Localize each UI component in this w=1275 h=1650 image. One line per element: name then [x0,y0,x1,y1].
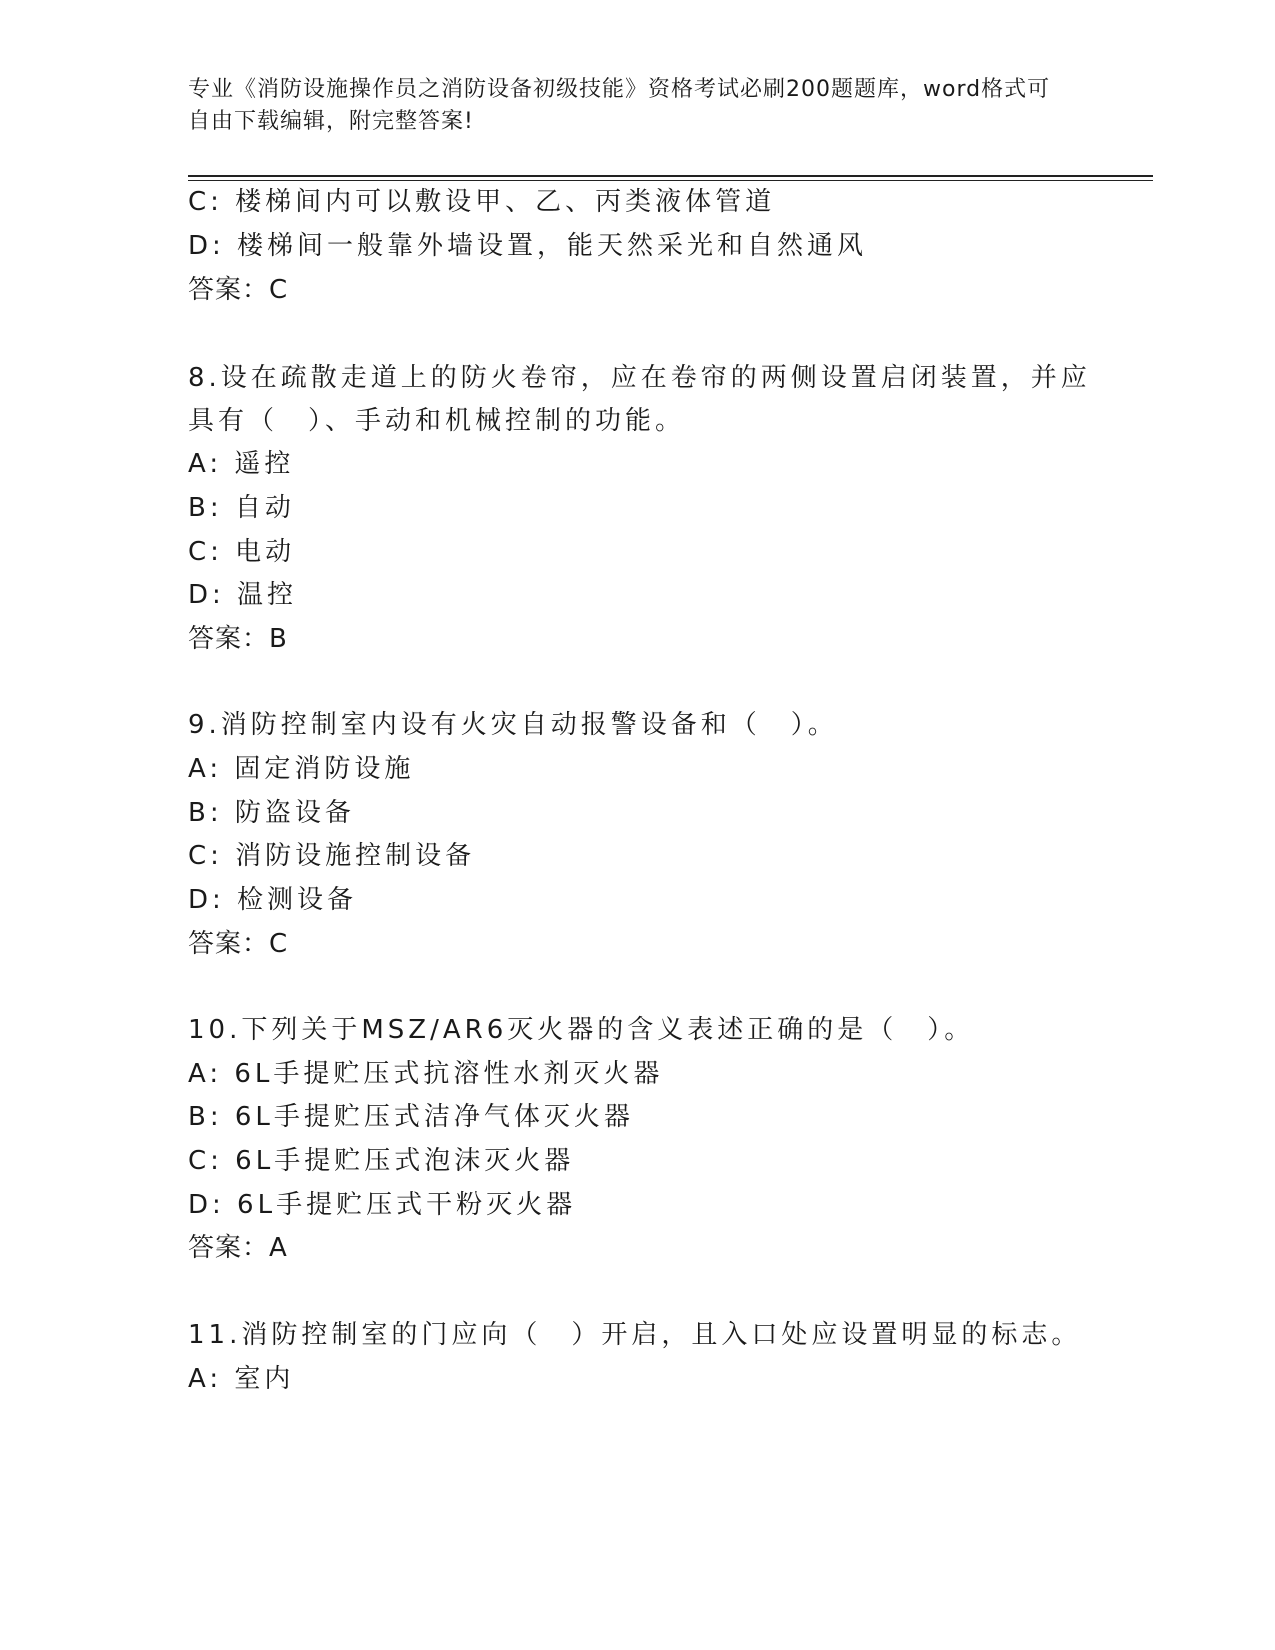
q8-option-a: A: 遥控 [188,449,295,479]
q11-stem: 11.消防控制室的门应向（ ）开启，且入口处应设置明显的标志。 [188,1320,1082,1350]
q10-stem: 10.下列关于MSZ/AR6灭火器的含义表述正确的是（ ）。 [188,1015,975,1045]
q9-answer: 答案：C [188,929,289,959]
prev-option-d: D: 楼梯间一般靠外墙设置，能天然采光和自然通风 [188,231,868,261]
q9-stem: 9.消防控制室内设有火灾自动报警设备和（ ）。 [188,710,838,740]
prev-answer: 答案：C [188,275,289,305]
prev-option-c: C: 楼梯间内可以敷设甲、乙、丙类液体管道 [188,187,776,217]
q9-option-c: C: 消防设施控制设备 [188,841,476,871]
header-rule-thick [188,175,1153,177]
q8-stem-line1: 8.设在疏散走道上的防火卷帘，应在卷帘的两侧设置启闭装置，并应 [188,363,1091,393]
q8-option-c: C: 电动 [188,537,296,567]
q9-option-d: D: 检测设备 [188,885,358,915]
q10-option-b: B: 6L手提贮压式洁净气体灭火器 [188,1102,634,1132]
q8-answer: 答案：B [188,624,288,654]
q11-option-a: A: 室内 [188,1364,295,1394]
document-header: 专业《消防设施操作员之消防设备初级技能》资格考试必刷200题题库，word格式可自由下载编辑，附完整答案! [188,77,1051,134]
q9-option-a: A: 固定消防设施 [188,754,415,784]
q8-option-b: B: 自动 [188,493,295,523]
q10-option-d: D: 6L手提贮压式干粉灭火器 [188,1190,577,1220]
q10-option-a: A: 6L手提贮压式抗溶性水剂灭火器 [188,1059,664,1089]
q9-option-b: B: 防盗设备 [188,798,355,828]
header-rule-thin [188,180,1153,181]
q8-option-d: D: 温控 [188,580,298,610]
q10-answer: 答案：A [188,1233,288,1263]
q10-option-c: C: 6L手提贮压式泡沫灭火器 [188,1146,575,1176]
q8-stem-line2: 具有（ ）、手动和机械控制的功能。 [188,406,686,436]
